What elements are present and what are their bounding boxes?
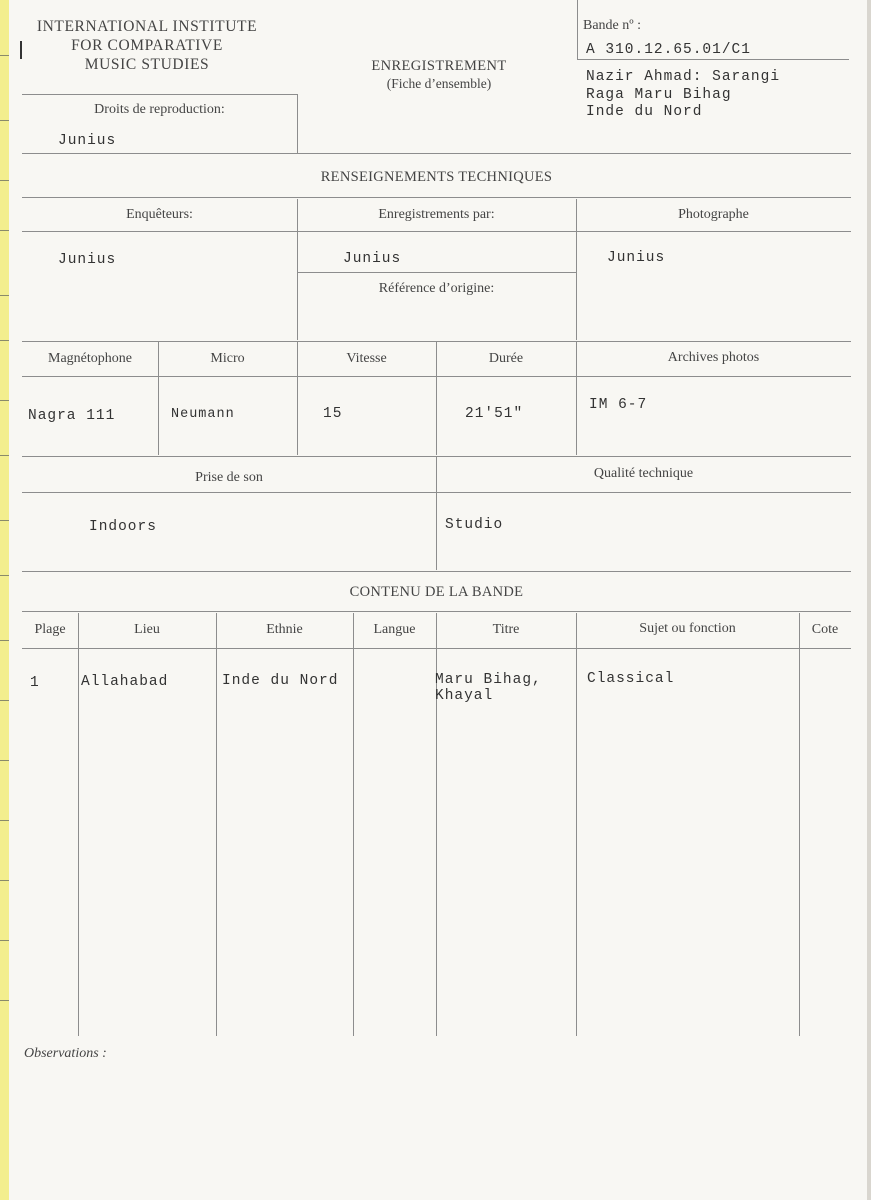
- photographe-label: Photographe: [678, 207, 749, 222]
- column-header-lieu: Lieu: [134, 622, 160, 637]
- contents-section-title: CONTENU DE LA BANDE: [349, 584, 524, 600]
- qualite-technique-value: Studio: [445, 517, 504, 533]
- enqueteurs-label: Enquêteurs:: [126, 207, 193, 222]
- qualite-technique-label: Qualité technique: [593, 466, 694, 481]
- institute-line-3: MUSIC STUDIES: [84, 56, 210, 73]
- pen-mark: [20, 41, 22, 59]
- droits-label: Droits de reproduction:: [94, 102, 225, 117]
- institute-name: [22, 17, 272, 74]
- magnetophone-label: Magnétophone: [48, 351, 132, 366]
- droits-value: Junius: [58, 133, 117, 149]
- description-line-3: Inde du Nord: [586, 104, 703, 120]
- description-line-2: Raga Maru Bihag: [586, 86, 732, 103]
- enqueteurs-value: Junius: [58, 252, 117, 268]
- vitesse-label: Vitesse: [346, 351, 387, 366]
- duree-value: 21'51": [465, 406, 524, 422]
- prise-de-son-value: Indoors: [89, 519, 157, 535]
- row-lieu: Allahabad: [81, 674, 169, 690]
- magnetophone-value: Nagra 111: [28, 408, 116, 424]
- card-edge-shadow: [867, 0, 871, 1200]
- enregistrements-label: Enregistrements par:: [378, 207, 495, 222]
- technical-section-title: RENSEIGNEMENTS TECHNIQUES: [320, 169, 553, 185]
- bande-number: A 310.12.65.01/C1: [586, 42, 751, 58]
- row-titre-line-1: Maru Bihag,: [435, 672, 542, 688]
- column-header-ethnie: Ethnie: [266, 622, 303, 637]
- micro-value: Neumann: [171, 407, 235, 422]
- institute-line-2: FOR COMPARATIVE: [71, 37, 223, 54]
- row-titre-line-2: Khayal: [435, 688, 494, 704]
- column-header-sujet: Sujet ou fonction: [639, 621, 736, 636]
- form-subtitle: (Fiche d’ensemble): [386, 76, 492, 91]
- vitesse-value: 15: [323, 406, 343, 422]
- row-titre: [435, 672, 542, 704]
- observations-label: Observations :: [24, 1046, 107, 1061]
- prise-de-son-label: Prise de son: [195, 470, 263, 485]
- enregistrements-value: Junius: [343, 251, 402, 267]
- description-line-1: Nazir Ahmad: Sarangi: [586, 69, 781, 85]
- archive-record-card: [9, 0, 871, 1200]
- row-plage: 1: [30, 675, 40, 691]
- institute-line-1: INTERNATIONAL INSTITUTE: [36, 18, 258, 35]
- row-sujet: Classical: [587, 671, 675, 687]
- photographe-value: Junius: [607, 250, 666, 266]
- binder-edge-strip: [0, 0, 9, 1200]
- micro-label: Micro: [210, 351, 245, 366]
- duree-label: Durée: [488, 351, 524, 366]
- column-header-plage: Plage: [34, 622, 66, 637]
- column-header-langue: Langue: [373, 622, 416, 637]
- reference-label: Référence d’origine:: [378, 281, 495, 296]
- column-header-titre: Titre: [492, 622, 520, 637]
- column-header-cote: Cote: [811, 622, 839, 637]
- bande-label: Bande nº :: [583, 18, 641, 33]
- row-ethnie: Inde du Nord: [222, 673, 339, 689]
- recording-description: [586, 69, 780, 122]
- form-title: ENREGISTREMENT: [371, 58, 507, 74]
- archives-photos-label: Archives photos: [667, 350, 760, 365]
- archives-photos-value: IM 6-7: [589, 397, 648, 413]
